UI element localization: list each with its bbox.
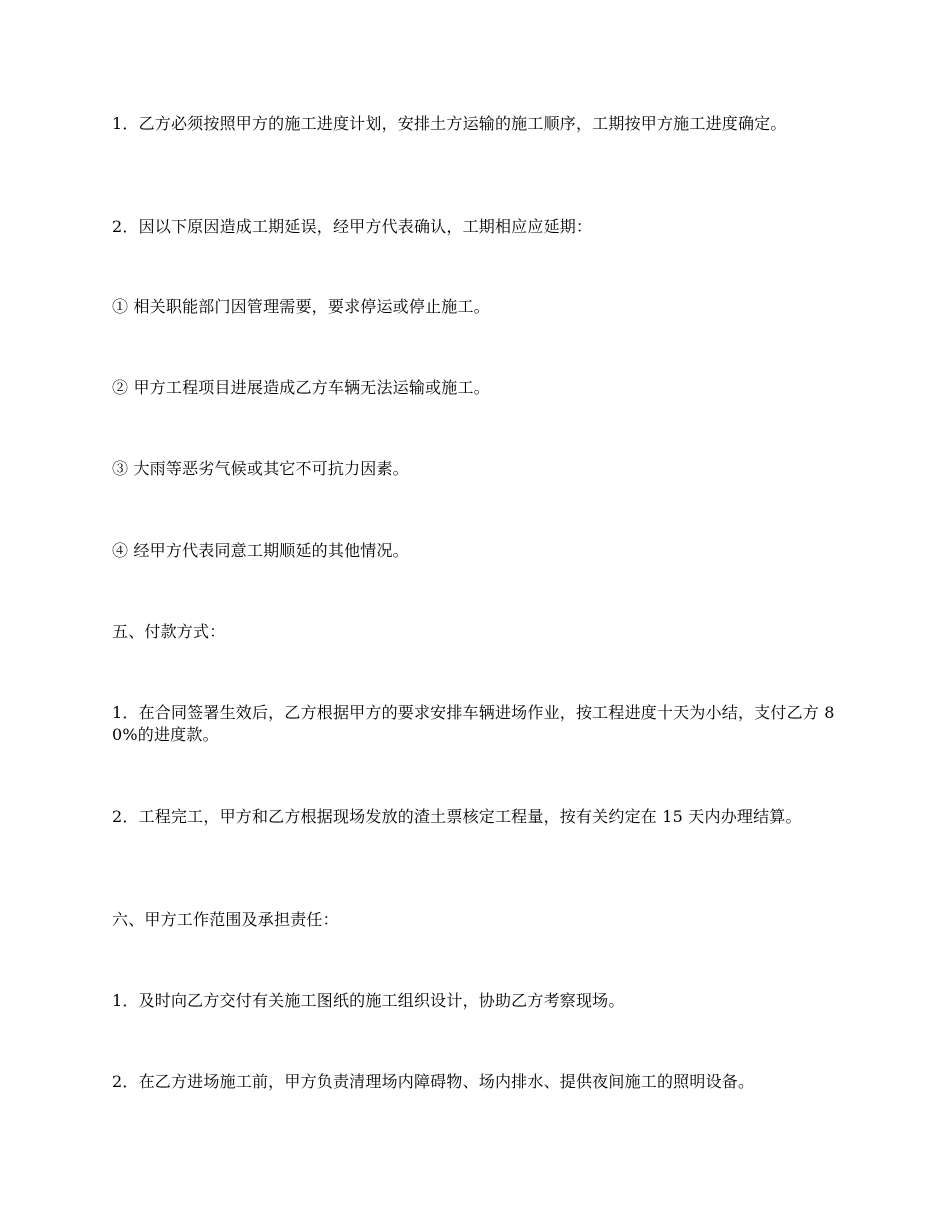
paragraph-delay-item-1: ① 相关职能部门因管理需要，要求停运或停止施工。 — [112, 297, 490, 316]
section-heading-party-a-duties: 六、甲方工作范围及承担责任： — [112, 910, 339, 929]
paragraph-payment-settlement: 2．工程完工，甲方和乙方根据现场发放的渣土票核定工程量，按有关约定在 15 天内办理结算。 — [112, 807, 802, 826]
paragraph-payment-progress: 1．在合同签署生效后，乙方根据甲方的要求安排车辆进场作业，按工程进度十天为小结，支付乙方 80%的进度款。 — [112, 703, 835, 744]
paragraph-duty-drawings: 1．及时向乙方交付有关施工图纸的施工组织设计，协助乙方考察现场。 — [112, 991, 625, 1010]
paragraph-schedule-plan: 1．乙方必须按照甲方的施工进度计划，安排土方运输的施工顺序，工期按甲方施工进度确定。 — [112, 114, 787, 133]
paragraph-delay-item-3: ③ 大雨等恶劣气候或其它不可抗力因素。 — [112, 459, 409, 478]
paragraph-duty-site-clearing: 2．在乙方进场施工前，甲方负责清理场内障碍物、场内排水、提供夜间施工的照明设备。 — [112, 1072, 755, 1091]
section-heading-payment: 五、付款方式： — [112, 622, 226, 641]
paragraph-delay-reasons: 2．因以下原因造成工期延误，经甲方代表确认，工期相应应延期： — [112, 217, 593, 236]
paragraph-delay-item-2: ② 甲方工程项目进展造成乙方车辆无法运输或施工。 — [112, 378, 490, 397]
paragraph-delay-item-4: ④ 经甲方代表同意工期顺延的其他情况。 — [112, 541, 409, 560]
